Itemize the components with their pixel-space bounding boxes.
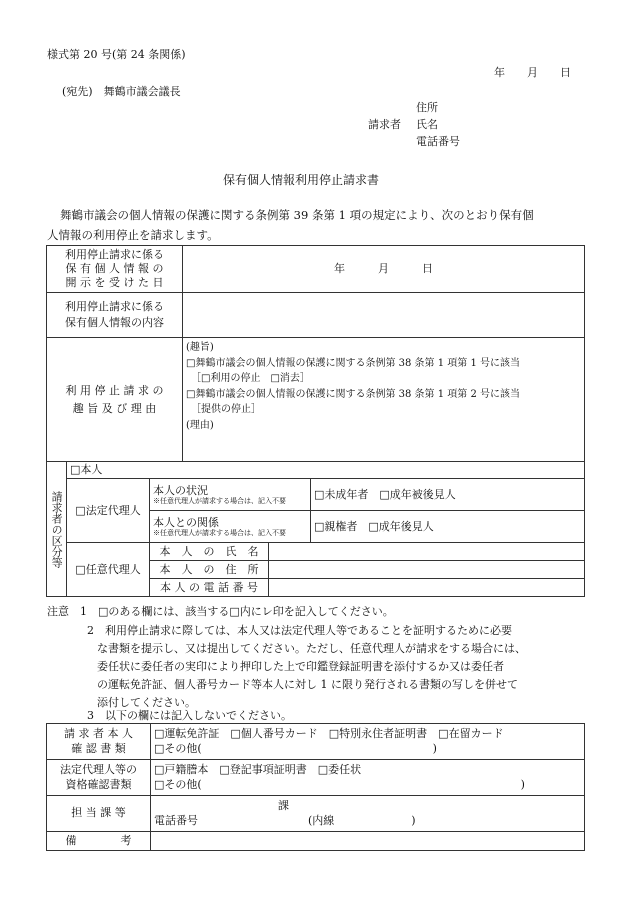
addressee: (宛先) 舞鶴市議会議長 — [62, 85, 181, 98]
intro-line-2: 人情報の利用停止を請求します。 — [47, 228, 219, 242]
clause1-checkbox[interactable]: □舞鶴市議会の個人情報の保護に関する条例第 38 条第 1 項第 1 号に該当 — [186, 357, 520, 369]
person-phone-label: 本 人 の 電 話 番 号 — [150, 579, 269, 597]
form-number: 様式第 20 号(第 24 条関係) — [47, 48, 186, 61]
note-2-line-5: 添付してください。 — [97, 696, 196, 709]
intro-line-1: 舞鶴市議会の個人情報の保護に関する条例第 39 条第 1 項の規定により、次のとおり保有個 — [60, 208, 534, 222]
clause2-checkbox[interactable]: □舞鶴市議会の個人情報の保護に関する条例第 38 条第 1 項第 2 号に該当 — [186, 388, 520, 400]
note-2-line-1: 2 利用停止請求に際しては、本人又は法定代理人等であることを証明するために必要 — [87, 624, 512, 637]
id-docs-label: 請 求 者 本 人 確 認 書 類 — [47, 724, 151, 760]
rep-docs-label: 法定代理人等の 資格確認書類 — [47, 760, 151, 796]
requester-category-label: 請求者の区分等 — [47, 462, 67, 597]
disclosure-date-field[interactable]: 年 月 日 — [183, 246, 585, 293]
purpose-reason-label: 利 用 停 止 請 求 の 趣 旨 及 び 理 由 — [47, 338, 183, 462]
person-status-label: 本人の状況 ※任意代理人が請求する場合は、記入不要 — [150, 479, 311, 511]
info-content-field[interactable] — [183, 293, 585, 338]
department-field[interactable]: 課 電話番号 (内線 ) — [151, 796, 585, 832]
legal-rep-checkbox[interactable]: □法定代理人 — [67, 479, 150, 543]
phone-label: 電話番号 — [416, 135, 460, 148]
requester-label: 請求者 — [368, 118, 401, 131]
remarks-label: 備 考 — [47, 832, 151, 851]
self-checkbox[interactable]: □本人 — [67, 462, 585, 479]
date-line: 年 月 日 — [494, 66, 571, 79]
person-address-label: 本 人 の 住 所 — [150, 561, 269, 579]
address-label: 住所 — [416, 101, 438, 114]
person-name-field[interactable] — [269, 543, 585, 561]
note-2-line-3: 委任状に委任者の実印により押印した上で印鑑登録証明書を添付するか又は委任者 — [97, 660, 504, 673]
document-title: 保有個人情報利用停止請求書 — [223, 173, 380, 187]
note-3: 3 以下の欄には記入しないでください。 — [87, 709, 292, 722]
note-2-line-4: の運転免許証、個人番号カード等本人に対し 1 に限り発行される書類の写しを併せて — [97, 678, 518, 691]
note-1: 注意 1 □のある欄には、該当する□内にレ印を記入してください。 — [47, 605, 394, 618]
name-label: 氏名 — [416, 118, 438, 131]
appointed-rep-checkbox[interactable]: □任意代理人 — [67, 543, 150, 597]
id-docs-options[interactable]: □運転免許証 □個人番号カード □特別永住者証明書 □在留カード □その他( ) — [151, 724, 585, 760]
clause1-options[interactable]: ［□利用の停止 □消去］ — [186, 373, 310, 384]
rep-docs-options[interactable]: □戸籍謄本 □登記事項証明書 □委任状 □その他( ) — [151, 760, 585, 796]
department-label: 担 当 課 等 — [47, 796, 151, 832]
note-2-line-2: な書類を提示し、又は提出してください。ただし、任意代理人が請求をする場合には、 — [97, 642, 526, 655]
person-address-field[interactable] — [269, 561, 585, 579]
remarks-field[interactable] — [151, 832, 585, 851]
relation-label: 本人との関係 ※任意代理人が請求する場合は、記入不要 — [150, 511, 311, 543]
request-table — [46, 245, 585, 597]
office-use-table — [46, 723, 585, 851]
disclosure-date-label: 利用停止請求に係る 保 有 個 人 情 報 の 開 示 を 受 け た 日 — [47, 246, 183, 293]
person-phone-field[interactable] — [269, 579, 585, 597]
info-content-label: 利用停止請求に係る 保有個人情報の内容 — [47, 293, 183, 338]
person-status-options[interactable]: □未成年者 □成年被後見人 — [311, 479, 585, 511]
person-name-label: 本 人 の 氏 名 — [150, 543, 269, 561]
relation-options[interactable]: □親権者 □成年後見人 — [311, 511, 585, 543]
purpose-reason-field[interactable]: (趣旨) □舞鶴市議会の個人情報の保護に関する条例第 38 条第 1 項第 1 号に該当 ［□利用の停止 □消去］ □舞鶴市議会の個人情報の保護に関する条例第 38 条第 1 項第 2 号に該当 ［提供の停止］ (理由) — [183, 338, 585, 462]
